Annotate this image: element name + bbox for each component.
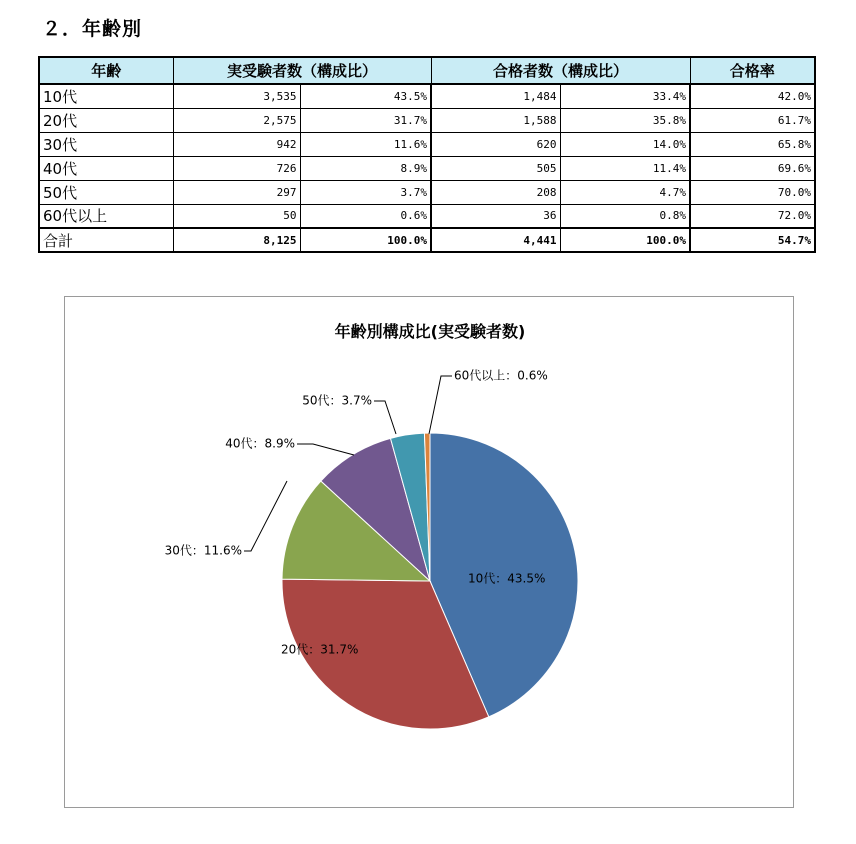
cell-passers-ratio: 4.7%	[560, 180, 690, 204]
cell-passers-ratio: 100.0%	[560, 228, 690, 252]
cell-pass-rate: 69.6%	[690, 156, 815, 180]
cell-age: 60代以上	[39, 204, 173, 228]
cell-passers: 505	[431, 156, 560, 180]
cell-pass-rate: 54.7%	[690, 228, 815, 252]
cell-examinees-ratio: 43.5%	[300, 84, 431, 108]
data-label-1: 20代：31.7%	[281, 642, 359, 657]
cell-passers: 1,588	[431, 108, 560, 132]
pie-chart	[65, 297, 795, 809]
cell-examinees-ratio: 31.7%	[300, 108, 431, 132]
leader-line-2	[244, 481, 287, 551]
leader-line-3	[297, 444, 354, 455]
cell-pass-rate: 65.8%	[690, 132, 815, 156]
cell-examinees: 942	[173, 132, 300, 156]
cell-passers-ratio: 35.8%	[560, 108, 690, 132]
cell-pass-rate: 72.0%	[690, 204, 815, 228]
cell-pass-rate: 70.0%	[690, 180, 815, 204]
cell-age: 30代	[39, 132, 173, 156]
cell-examinees: 3,535	[173, 84, 300, 108]
table-total-row	[39, 228, 815, 252]
cell-passers-ratio: 33.4%	[560, 84, 690, 108]
table-row	[39, 156, 815, 180]
data-label-0: 10代：43.5%	[468, 571, 546, 586]
cell-age: 40代	[39, 156, 173, 180]
cell-passers-ratio: 0.8%	[560, 204, 690, 228]
cell-passers: 620	[431, 132, 560, 156]
cell-age: 50代	[39, 180, 173, 204]
age-composition-chart	[64, 296, 794, 808]
cell-passers-ratio: 14.0%	[560, 132, 690, 156]
cell-pass-rate: 61.7%	[690, 108, 815, 132]
cell-examinees-ratio: 0.6%	[300, 204, 431, 228]
header-examinees: 実受験者数（構成比）	[173, 57, 431, 84]
table-row	[39, 84, 815, 108]
cell-passers: 208	[431, 180, 560, 204]
table-header-row	[39, 57, 815, 84]
table-row	[39, 108, 815, 132]
data-label-5: 60代以上：0.6%	[454, 368, 548, 383]
cell-examinees-ratio: 3.7%	[300, 180, 431, 204]
cell-passers: 4,441	[431, 228, 560, 252]
data-label-3: 40代：8.9%	[225, 436, 295, 451]
leader-line-4	[374, 401, 396, 434]
data-label-2: 30代：11.6%	[164, 543, 242, 558]
cell-age: 合計	[39, 228, 173, 252]
cell-examinees-ratio: 8.9%	[300, 156, 431, 180]
header-passers: 合格者数（構成比）	[431, 57, 690, 84]
cell-passers: 1,484	[431, 84, 560, 108]
cell-examinees: 50	[173, 204, 300, 228]
leader-line-5	[429, 376, 452, 434]
header-age: 年齢	[39, 57, 173, 84]
cell-age: 20代	[39, 108, 173, 132]
cell-age: 10代	[39, 84, 173, 108]
chart-title: 年齢別構成比(実受験者数)	[334, 322, 526, 341]
cell-examinees-ratio: 100.0%	[300, 228, 431, 252]
cell-examinees: 297	[173, 180, 300, 204]
cell-examinees: 726	[173, 156, 300, 180]
cell-examinees: 2,575	[173, 108, 300, 132]
cell-examinees-ratio: 11.6%	[300, 132, 431, 156]
cell-passers-ratio: 11.4%	[560, 156, 690, 180]
section-heading: ２．年齢別	[42, 18, 143, 40]
cell-examinees: 8,125	[173, 228, 300, 252]
cell-pass-rate: 42.0%	[690, 84, 815, 108]
header-pass-rate: 合格率	[690, 57, 815, 84]
table-row	[39, 180, 815, 204]
table-row	[39, 204, 815, 228]
age-statistics-table	[38, 56, 816, 253]
table-row	[39, 132, 815, 156]
data-label-4: 50代：3.7%	[302, 393, 372, 408]
cell-passers: 36	[431, 204, 560, 228]
